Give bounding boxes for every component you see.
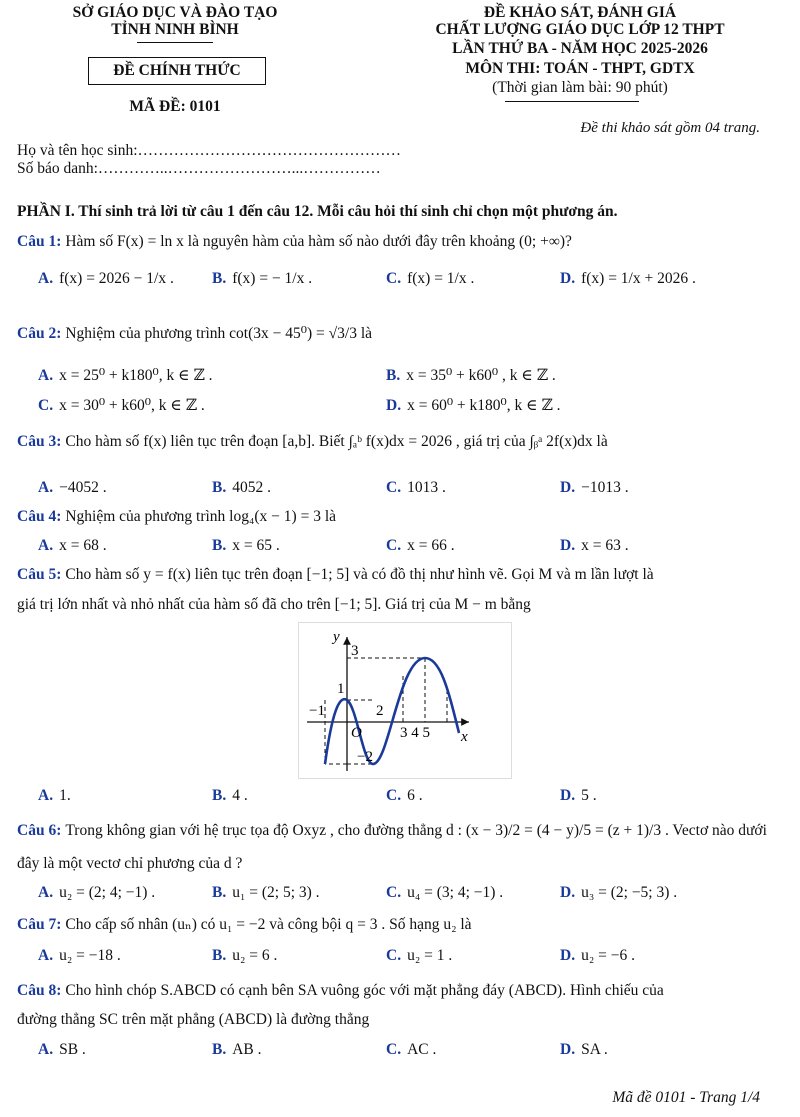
option-text: u₂ = −18 . <box>59 947 121 964</box>
option-text: −4052 . <box>59 479 107 496</box>
option-label: B. <box>212 787 227 804</box>
tick-ym2: −2 <box>357 749 373 765</box>
exam-title-1: ĐỀ KHẢO SÁT, ĐÁNH GIÁ <box>483 4 677 21</box>
option-d[interactable] <box>560 884 677 902</box>
function-graph <box>298 622 512 779</box>
tick-x2: 2 <box>376 703 384 719</box>
option-c[interactable] <box>386 1041 436 1059</box>
option-text: 4052 . <box>232 479 271 496</box>
option-c[interactable] <box>386 479 446 497</box>
option-text: f(x) = 2026 − 1/x . <box>59 270 174 287</box>
option-c[interactable] <box>386 270 474 288</box>
option-label: B. <box>212 479 227 496</box>
header-divider-right <box>505 101 639 102</box>
option-d[interactable] <box>560 479 629 497</box>
question-label: Câu 8: <box>17 982 62 999</box>
option-text: SA . <box>581 1041 608 1058</box>
option-label: A. <box>38 787 54 804</box>
question-4 <box>17 508 336 526</box>
option-text: u₂ = −6 . <box>581 947 635 964</box>
option-a[interactable] <box>38 366 213 385</box>
exam-title-3: LẦN THỨ BA - NĂM HỌC 2025-2026 <box>452 40 708 57</box>
option-c[interactable] <box>386 537 455 555</box>
option-text: u₁ = (2; 5; 3) . <box>232 884 320 901</box>
option-label: D. <box>560 884 576 901</box>
option-text: f(x) = 1/x . <box>407 270 475 287</box>
option-label: A. <box>38 479 54 496</box>
question-text: Nghiệm của phương trình log₄(x − 1) = 3 là <box>65 508 337 525</box>
question-text: Cho hàm số y = f(x) liên tục trên đoạn [−1; 5] và có đồ thị như hình vẽ. Gọi M và m lần lượt là <box>65 566 654 583</box>
option-label: D. <box>560 270 576 287</box>
option-a[interactable] <box>38 1041 86 1059</box>
option-text: u₂ = (2; 4; −1) . <box>59 884 156 901</box>
option-text: x = 63 . <box>581 537 629 554</box>
option-label: C. <box>386 787 402 804</box>
tick-y1: 1 <box>337 681 345 697</box>
option-text: f(x) = 1/x + 2026 . <box>581 270 696 287</box>
question-label: Câu 7: <box>17 916 62 933</box>
option-text: 4 . <box>232 787 248 804</box>
option-label: D. <box>386 397 402 414</box>
option-label: B. <box>212 270 227 287</box>
option-c[interactable] <box>386 787 423 805</box>
province-name: TỈNH NINH BÌNH <box>111 21 239 38</box>
option-label: D. <box>560 479 576 496</box>
option-c[interactable] <box>386 947 452 965</box>
option-d[interactable] <box>560 270 696 288</box>
question-text: Cho hàm số f(x) liên tục trên đoạn [a,b]. Biết ∫ₐᵇ f(x)dx = 2026 , giá trị của ∫ᵦᵃ 2f(x)dx là <box>65 433 608 450</box>
option-text: x = 66 . <box>407 537 455 554</box>
option-b[interactable] <box>212 1041 262 1059</box>
option-label: B. <box>386 367 401 384</box>
option-a[interactable] <box>38 884 155 902</box>
question-6-cont: đây là một vectơ chỉ phương của d ? <box>17 855 243 872</box>
question-2 <box>17 324 372 343</box>
option-d[interactable] <box>560 537 629 555</box>
option-text: x = 30⁰ + k60⁰, k ∈ ℤ . <box>59 397 205 414</box>
option-text: x = 35⁰ + k60⁰ , k ∈ ℤ . <box>406 367 556 384</box>
question-5 <box>17 566 654 584</box>
option-b[interactable] <box>212 537 280 555</box>
question-label: Câu 5: <box>17 566 62 583</box>
guide-lines <box>325 658 447 764</box>
student-name-line: Họ và tên học sinh:…………………………………………… <box>17 142 402 159</box>
question-7 <box>17 915 472 934</box>
option-label: A. <box>38 947 54 964</box>
question-label: Câu 2: <box>17 325 62 342</box>
question-8 <box>17 982 664 1000</box>
option-b[interactable] <box>212 787 248 805</box>
question-8-cont: đường thẳng SC trên mặt phẳng (ABCD) là đường thẳng <box>17 1011 370 1028</box>
exam-title-2: CHẤT LƯỢNG GIÁO DỤC LỚP 12 THPT <box>435 21 725 38</box>
question-text: Trong không gian với hệ trục tọa độ Oxyz , cho đường thẳng d : (x − 3)/2 = (4 − y)/5 = (z + 1)/3 . Vectơ nào dưới <box>65 822 767 839</box>
function-curve <box>325 658 459 764</box>
y-axis-label: y <box>333 629 340 645</box>
student-id-line: Số báo danh:…………..……………………...…………… <box>17 160 381 177</box>
option-label: A. <box>38 1041 54 1058</box>
x-axis-label: x <box>461 729 468 745</box>
option-label: B. <box>212 947 227 964</box>
option-a[interactable] <box>38 947 121 965</box>
option-label: A. <box>38 367 54 384</box>
dept-name: SỞ GIÁO DỤC VÀ ĐÀO TẠO <box>72 4 278 21</box>
part-title: PHẦN I. Thí sinh trả lời từ câu 1 đến câu 12. Mỗi câu hỏi thí sinh chỉ chọn một phương án. <box>17 203 618 220</box>
option-text: AB . <box>232 1041 262 1058</box>
tick-xm1: −1 <box>309 703 325 719</box>
question-5-cont: giá trị lớn nhất và nhỏ nhất của hàm số đã cho trên [−1; 5]. Giá trị của M − m bằng <box>17 596 531 613</box>
option-text: −1013 . <box>581 479 629 496</box>
option-text: 6 . <box>407 787 423 804</box>
official-badge <box>88 57 266 85</box>
question-label: Câu 4: <box>17 508 62 525</box>
option-label: C. <box>386 479 402 496</box>
option-label: C. <box>386 947 402 964</box>
exam-code: MÃ ĐỀ: 0101 <box>129 98 221 115</box>
option-d[interactable] <box>386 396 561 415</box>
option-text: u₄ = (3; 4; −1) . <box>407 884 504 901</box>
question-3 <box>17 433 608 451</box>
option-c[interactable] <box>38 396 205 415</box>
option-label: C. <box>386 537 402 554</box>
option-label: D. <box>560 787 576 804</box>
question-text: Cho cấp số nhân (uₙ) có u₁ = −2 và công bội q = 3 . Số hạng u₂ là <box>65 916 472 933</box>
subject-title: MÔN THI: TOÁN - THPT, GDTX <box>465 60 695 77</box>
page-footer: Mã đề 0101 - Trang 1/4 <box>612 1089 760 1106</box>
question-text: Nghiệm của phương trình cot(3x − 45⁰) = √3/3 là <box>65 325 373 342</box>
option-text: x = 25⁰ + k180⁰, k ∈ ℤ . <box>59 367 213 384</box>
option-label: C. <box>38 397 54 414</box>
option-b[interactable] <box>212 270 312 288</box>
option-text: u₃ = (2; −5; 3) . <box>581 884 678 901</box>
option-text: x = 60⁰ + k180⁰, k ∈ ℤ . <box>407 397 561 414</box>
option-label: A. <box>38 537 54 554</box>
option-label: A. <box>38 884 54 901</box>
option-text: 1. <box>59 787 71 804</box>
option-text: u₂ = 1 . <box>407 947 453 964</box>
option-label: C. <box>386 1041 402 1058</box>
option-label: A. <box>38 270 54 287</box>
option-text: 5 . <box>581 787 597 804</box>
origin-label: O <box>351 725 362 741</box>
option-label: D. <box>560 1041 576 1058</box>
option-b[interactable] <box>212 947 277 965</box>
option-text: u₂ = 6 . <box>232 947 278 964</box>
option-b[interactable] <box>386 366 556 385</box>
option-text: AC . <box>407 1041 437 1058</box>
question-1 <box>17 233 572 251</box>
option-label: D. <box>560 947 576 964</box>
option-text: 1013 . <box>407 479 446 496</box>
question-label: Câu 6: <box>17 822 62 839</box>
question-text: Cho hình chóp S.ABCD có cạnh bên SA vuông góc với mặt phẳng đáy (ABCD). Hình chiếu của <box>65 982 664 999</box>
option-d[interactable] <box>560 787 597 805</box>
header-divider-left <box>137 42 213 43</box>
option-label: D. <box>560 537 576 554</box>
option-d[interactable] <box>560 1041 608 1059</box>
question-label: Câu 3: <box>17 433 62 450</box>
exam-duration: (Thời gian làm bài: 90 phút) <box>492 79 668 96</box>
question-6 <box>17 822 767 840</box>
option-label: B. <box>212 537 227 554</box>
option-a[interactable] <box>38 787 71 805</box>
option-label: C. <box>386 884 402 901</box>
option-b[interactable] <box>212 884 320 902</box>
option-d[interactable] <box>560 947 635 965</box>
option-text: SB . <box>59 1041 86 1058</box>
option-label: B. <box>212 1041 227 1058</box>
option-label: C. <box>386 270 402 287</box>
question-label: Câu 1: <box>17 233 62 250</box>
option-text: x = 65 . <box>232 537 280 554</box>
option-text: x = 68 . <box>59 537 107 554</box>
option-label: B. <box>212 884 227 901</box>
tick-x345: 3 4 5 <box>400 725 430 741</box>
tick-y3: 3 <box>351 643 359 659</box>
option-a[interactable] <box>38 270 174 288</box>
option-a[interactable] <box>38 479 107 497</box>
option-b[interactable] <box>212 479 271 497</box>
option-a[interactable] <box>38 537 107 555</box>
question-text: Hàm số F(x) = ln x là nguyên hàm của hàm số nào dưới đây trên khoảng (0; +∞)? <box>65 233 572 250</box>
option-c[interactable] <box>386 884 503 902</box>
page-count-note: Đề thi khảo sát gồm 04 trang. <box>580 120 760 136</box>
official-label: ĐỀ CHÍNH THỨC <box>113 62 241 79</box>
option-text: f(x) = − 1/x . <box>232 270 313 287</box>
